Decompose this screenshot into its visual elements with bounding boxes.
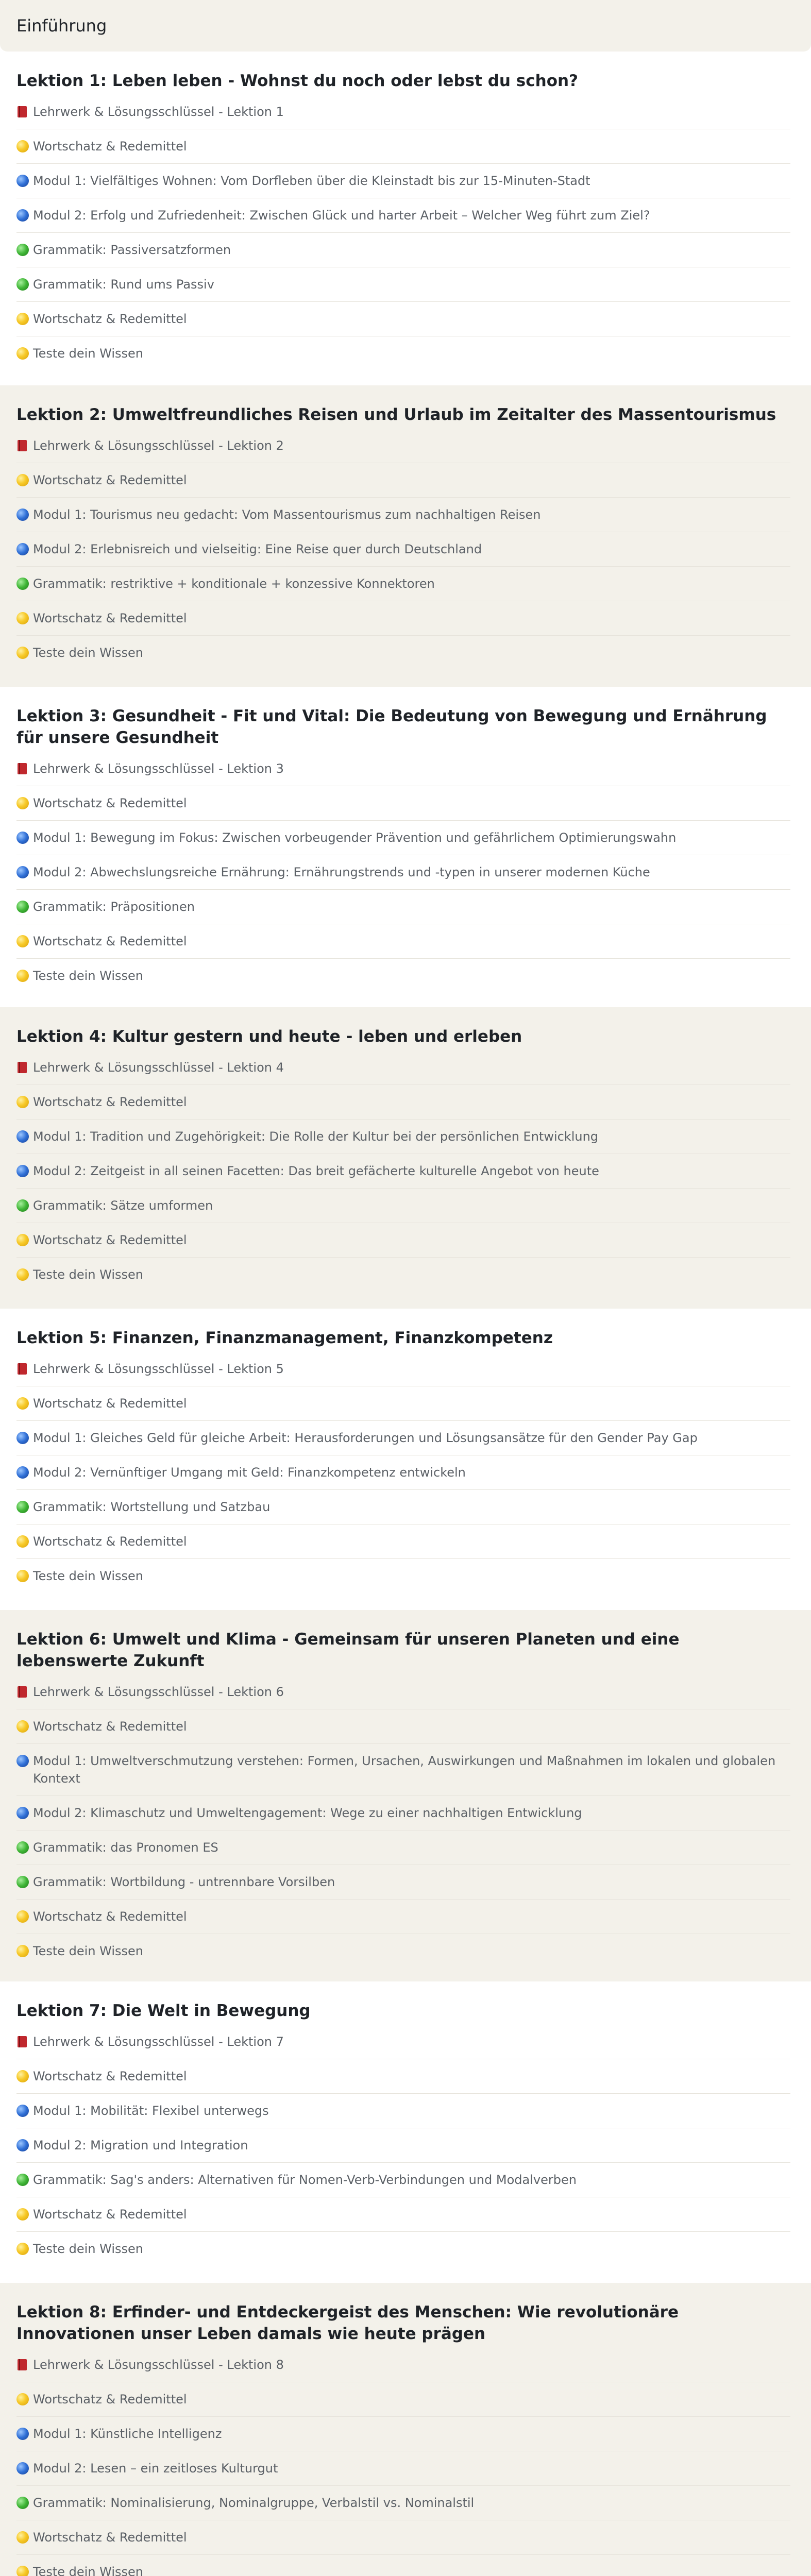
green-circle-icon bbox=[16, 278, 29, 291]
lesson-section-5 bbox=[0, 1309, 811, 1610]
green-circle-icon bbox=[16, 2174, 29, 2186]
book-icon bbox=[16, 2359, 29, 2371]
lesson-title[interactable]: Lektion 3: Gesundheit - Fit und Vital: Die Bedeutung von Bewegung und Ernährung für unsere Gesundheit bbox=[16, 707, 767, 747]
yellow-circle-icon bbox=[16, 1096, 29, 1108]
lesson-item-label: Wortschatz & Redemittel bbox=[33, 796, 187, 810]
lesson-item-label: Teste dein Wissen bbox=[33, 2565, 144, 2576]
blue-circle-icon bbox=[16, 509, 29, 521]
lesson-item-label: Teste dein Wissen bbox=[33, 346, 144, 361]
lesson-item[interactable] bbox=[16, 1120, 790, 1154]
book-icon bbox=[16, 2036, 29, 2048]
lesson-item[interactable] bbox=[16, 1831, 790, 1865]
lesson-section-8 bbox=[0, 2283, 811, 2576]
lesson-item[interactable] bbox=[16, 1223, 790, 1258]
lesson-item[interactable] bbox=[16, 2520, 790, 2555]
lesson-item-label: Wortschatz & Redemittel bbox=[33, 1095, 187, 1109]
lesson-item-label: Lehrwerk & Lösungsschlüssel - Lektion 2 bbox=[33, 438, 284, 453]
lesson-item-label: Wortschatz & Redemittel bbox=[33, 1534, 187, 1549]
lesson-item-label: Grammatik: das Pronomen ES bbox=[33, 1840, 218, 1855]
lesson-item[interactable] bbox=[16, 267, 790, 302]
lesson-item[interactable] bbox=[16, 601, 790, 636]
intro-section[interactable] bbox=[0, 0, 811, 52]
blue-circle-icon bbox=[16, 1807, 29, 1819]
blue-circle-icon bbox=[16, 2428, 29, 2440]
lesson-title[interactable]: Lektion 5: Finanzen, Finanzmanagement, Finanzkompetenz bbox=[16, 1329, 553, 1347]
lesson-item[interactable] bbox=[16, 1559, 790, 1593]
yellow-circle-icon bbox=[16, 140, 29, 152]
lesson-item[interactable] bbox=[16, 1352, 790, 1386]
lesson-item[interactable] bbox=[16, 2163, 790, 2197]
lesson-item[interactable] bbox=[16, 2555, 790, 2576]
green-circle-icon bbox=[16, 1199, 29, 1212]
lesson-item-label: Wortschatz & Redemittel bbox=[33, 934, 187, 948]
lesson-item[interactable] bbox=[16, 1865, 790, 1900]
lesson-item[interactable] bbox=[16, 959, 790, 993]
lesson-item-label: Grammatik: Sag's anders: Alternativen für Nomen-Verb-Verbindungen und Modalverben bbox=[33, 2173, 577, 2187]
lesson-item[interactable] bbox=[16, 821, 790, 855]
lesson-item[interactable] bbox=[16, 429, 790, 463]
lesson-item[interactable] bbox=[16, 924, 790, 959]
lesson-item-label: Modul 1: Künstliche Intelligenz bbox=[33, 2427, 222, 2441]
lesson-title[interactable]: Lektion 2: Umweltfreundliches Reisen und Urlaub im Zeitalter des Massentourismus bbox=[16, 405, 776, 424]
lesson-title[interactable]: Lektion 6: Umwelt und Klima - Gemeinsam für unseren Planeten und eine lebenswerte Zukunft bbox=[16, 1630, 680, 1670]
lesson-item-label: Lehrwerk & Lösungsschlüssel - Lektion 7 bbox=[33, 2035, 284, 2049]
lesson-item[interactable] bbox=[16, 1675, 790, 1709]
lesson-item[interactable] bbox=[16, 2382, 790, 2417]
yellow-circle-icon bbox=[16, 1570, 29, 1582]
lesson-item[interactable] bbox=[16, 855, 790, 890]
lesson-item[interactable] bbox=[16, 1258, 790, 1292]
lesson-item-label: Wortschatz & Redemittel bbox=[33, 1396, 187, 1411]
book-icon bbox=[16, 1061, 29, 1074]
green-circle-icon bbox=[16, 244, 29, 256]
yellow-circle-icon bbox=[16, 2208, 29, 2221]
lesson-item[interactable] bbox=[16, 1154, 790, 1189]
lesson-item[interactable] bbox=[16, 2128, 790, 2163]
lesson-item-label: Modul 2: Erlebnisreich und vielseitig: Eine Reise quer durch Deutschland bbox=[33, 542, 482, 556]
lesson-item[interactable] bbox=[16, 198, 790, 233]
lesson-item[interactable] bbox=[16, 164, 790, 198]
lesson-item-label: Grammatik: Präpositionen bbox=[33, 900, 195, 914]
lesson-item-label: Modul 1: Vielfältiges Wohnen: Vom Dorfleben über die Kleinstadt bis zur 15-Minuten-Stadt bbox=[33, 174, 590, 188]
lesson-item-label: Modul 2: Lesen – ein zeitloses Kulturgut bbox=[33, 2461, 278, 2476]
yellow-circle-icon bbox=[16, 313, 29, 325]
lesson-item-label: Grammatik: Rund ums Passiv bbox=[33, 277, 214, 292]
lesson-item[interactable] bbox=[16, 1796, 790, 1831]
yellow-circle-icon bbox=[16, 1720, 29, 1733]
lesson-item[interactable] bbox=[16, 890, 790, 924]
yellow-circle-icon bbox=[16, 935, 29, 947]
blue-circle-icon bbox=[16, 1466, 29, 1479]
lesson-item[interactable] bbox=[16, 2025, 790, 2059]
lesson-title[interactable]: Lektion 4: Kultur gestern und heute - leben und erleben bbox=[16, 1027, 522, 1046]
lesson-item-label: Wortschatz & Redemittel bbox=[33, 473, 187, 487]
blue-circle-icon bbox=[16, 209, 29, 222]
yellow-circle-icon bbox=[16, 474, 29, 486]
lesson-item-label: Lehrwerk & Lösungsschlüssel - Lektion 6 bbox=[33, 1685, 284, 1699]
lesson-item[interactable] bbox=[16, 1421, 790, 1455]
lesson-item-label: Grammatik: Wortstellung und Satzbau bbox=[33, 1500, 271, 1514]
lesson-item[interactable] bbox=[16, 463, 790, 498]
lesson-item[interactable] bbox=[16, 752, 790, 786]
blue-circle-icon bbox=[16, 175, 29, 187]
blue-circle-icon bbox=[16, 1130, 29, 1143]
lesson-section-1 bbox=[0, 52, 811, 385]
lesson-section-4 bbox=[0, 1007, 811, 1309]
blue-circle-icon bbox=[16, 1165, 29, 1177]
lesson-item[interactable] bbox=[16, 532, 790, 567]
yellow-circle-icon bbox=[16, 647, 29, 659]
blue-circle-icon bbox=[16, 1755, 29, 1767]
lesson-item-label: Lehrwerk & Lösungsschlüssel - Lektion 3 bbox=[33, 761, 284, 776]
lesson-item-label: Wortschatz & Redemittel bbox=[33, 611, 187, 625]
lesson-section-6 bbox=[0, 1610, 811, 1981]
intro-title[interactable]: Einführung bbox=[16, 16, 107, 36]
lesson-item-label: Modul 2: Klimaschutz und Umweltengagement: Wege zu einer nachhaltigen Entwicklung bbox=[33, 1806, 582, 1820]
lesson-title[interactable]: Lektion 8: Erfinder- und Entdeckergeist des Menschen: Wie revolutionäre Innovationen unser Leben damals wie heute prägen bbox=[16, 2303, 679, 2343]
blue-circle-icon bbox=[16, 2105, 29, 2117]
lesson-item[interactable] bbox=[16, 2348, 790, 2382]
lesson-item[interactable] bbox=[16, 302, 790, 336]
yellow-circle-icon bbox=[16, 1234, 29, 1246]
lesson-item-label: Modul 1: Gleiches Geld für gleiche Arbeit: Herausforderungen und Lösungsansätze für den Gender Pay Gap bbox=[33, 1431, 698, 1445]
lesson-item-label: Grammatik: Nominalisierung, Nominalgruppe, Verbalstil vs. Nominalstil bbox=[33, 2496, 475, 2510]
lesson-item[interactable] bbox=[16, 636, 790, 670]
lesson-item-label: Lehrwerk & Lösungsschlüssel - Lektion 4 bbox=[33, 1060, 284, 1075]
yellow-circle-icon bbox=[16, 2393, 29, 2405]
lesson-item-label: Wortschatz & Redemittel bbox=[33, 2392, 187, 2406]
lesson-item-label: Lehrwerk & Lösungsschlüssel - Lektion 5 bbox=[33, 1362, 284, 1376]
lesson-item-label: Modul 2: Zeitgeist in all seinen Facetten: Das breit gefächerte kulturelle Angebot von heute bbox=[33, 1164, 599, 1178]
green-circle-icon bbox=[16, 1841, 29, 1854]
lesson-item[interactable] bbox=[16, 1386, 790, 1421]
blue-circle-icon bbox=[16, 832, 29, 844]
lesson-item-label: Teste dein Wissen bbox=[33, 1944, 144, 1958]
lesson-item[interactable] bbox=[16, 129, 790, 164]
lesson-item[interactable] bbox=[16, 2451, 790, 2486]
lesson-item-label: Teste dein Wissen bbox=[33, 646, 144, 660]
lesson-item[interactable] bbox=[16, 1189, 790, 1223]
yellow-circle-icon bbox=[16, 1397, 29, 1410]
lesson-item-label: Modul 1: Mobilität: Flexibel unterwegs bbox=[33, 2104, 269, 2118]
lesson-item-label: Wortschatz & Redemittel bbox=[33, 2207, 187, 2222]
yellow-circle-icon bbox=[16, 347, 29, 360]
yellow-circle-icon bbox=[16, 1910, 29, 1923]
lesson-item[interactable] bbox=[16, 1455, 790, 1490]
lesson-item[interactable] bbox=[16, 233, 790, 267]
lesson-item-label: Modul 2: Vernünftiger Umgang mit Geld: Finanzkompetenz entwickeln bbox=[33, 1465, 466, 1480]
book-icon bbox=[16, 439, 29, 452]
yellow-circle-icon bbox=[16, 797, 29, 809]
lesson-item[interactable] bbox=[16, 2197, 790, 2232]
lesson-item-label: Wortschatz & Redemittel bbox=[33, 1233, 187, 1247]
book-icon bbox=[16, 106, 29, 118]
lesson-item[interactable] bbox=[16, 1709, 790, 1744]
lesson-item[interactable] bbox=[16, 1085, 790, 1120]
lesson-item-label: Modul 1: Umweltverschmutzung verstehen: Formen, Ursachen, Auswirkungen und Maßnahmen im lokalen und globalen Kontext bbox=[33, 1754, 776, 1786]
lesson-item-label: Wortschatz & Redemittel bbox=[33, 139, 187, 154]
lesson-item-label: Teste dein Wissen bbox=[33, 2242, 144, 2256]
lesson-item[interactable] bbox=[16, 786, 790, 821]
lesson-section-3 bbox=[0, 687, 811, 1007]
lesson-item[interactable] bbox=[16, 567, 790, 601]
book-icon bbox=[16, 762, 29, 775]
blue-circle-icon bbox=[16, 866, 29, 878]
lesson-item-label: Lehrwerk & Lösungsschlüssel - Lektion 8 bbox=[33, 2358, 284, 2372]
blue-circle-icon bbox=[16, 2462, 29, 2475]
lesson-item[interactable] bbox=[16, 1900, 790, 1934]
lesson-item-label: Teste dein Wissen bbox=[33, 1267, 144, 1282]
lesson-item-label: Modul 1: Bewegung im Fokus: Zwischen vorbeugender Prävention und gefährlichem Optimierungswahn bbox=[33, 831, 677, 845]
lesson-item-label: Modul 2: Migration und Integration bbox=[33, 2138, 248, 2153]
yellow-circle-icon bbox=[16, 2070, 29, 2082]
lesson-item[interactable] bbox=[16, 498, 790, 532]
yellow-circle-icon bbox=[16, 2243, 29, 2255]
lesson-item-label: Grammatik: restriktive + konditionale + konzessive Konnektoren bbox=[33, 577, 435, 591]
lesson-title[interactable]: Lektion 7: Die Welt in Bewegung bbox=[16, 2002, 311, 2020]
lesson-item-label: Modul 2: Erfolg und Zufriedenheit: Zwischen Glück und harter Arbeit – Welcher Weg führt zum Ziel? bbox=[33, 208, 650, 223]
lesson-item-label: Wortschatz & Redemittel bbox=[33, 2530, 187, 2545]
lesson-item-label: Wortschatz & Redemittel bbox=[33, 2069, 187, 2083]
lesson-item[interactable] bbox=[16, 1050, 790, 1085]
blue-circle-icon bbox=[16, 1432, 29, 1444]
yellow-circle-icon bbox=[16, 1945, 29, 1957]
lesson-item[interactable] bbox=[16, 336, 790, 370]
green-circle-icon bbox=[16, 578, 29, 590]
yellow-circle-icon bbox=[16, 970, 29, 982]
lesson-item[interactable] bbox=[16, 2486, 790, 2520]
lesson-item-label: Grammatik: Passiversatzformen bbox=[33, 243, 231, 257]
lesson-item-label: Grammatik: Sätze umformen bbox=[33, 1198, 213, 1213]
lesson-item-label: Lehrwerk & Lösungsschlüssel - Lektion 1 bbox=[33, 105, 284, 119]
lesson-item[interactable] bbox=[16, 95, 790, 129]
green-circle-icon bbox=[16, 2497, 29, 2509]
blue-circle-icon bbox=[16, 2139, 29, 2151]
lesson-item[interactable] bbox=[16, 2417, 790, 2451]
lesson-item[interactable] bbox=[16, 1934, 790, 1968]
yellow-circle-icon bbox=[16, 2531, 29, 2544]
lesson-item-label: Modul 1: Tradition und Zugehörigkeit: Die Rolle der Kultur bei der persönlichen Entwicklung bbox=[33, 1129, 599, 1144]
yellow-circle-icon bbox=[16, 1535, 29, 1548]
lesson-section-7 bbox=[0, 1981, 811, 2283]
lesson-item[interactable] bbox=[16, 1524, 790, 1559]
lesson-item-label: Teste dein Wissen bbox=[33, 1569, 144, 1583]
lesson-item-label: Modul 1: Tourismus neu gedacht: Vom Massentourismus zum nachhaltigen Reisen bbox=[33, 507, 541, 522]
lesson-item[interactable] bbox=[16, 1744, 790, 1796]
yellow-circle-icon bbox=[16, 2566, 29, 2576]
lesson-section-2 bbox=[0, 385, 811, 687]
lesson-item-label: Teste dein Wissen bbox=[33, 969, 144, 983]
green-circle-icon bbox=[16, 1876, 29, 1888]
blue-circle-icon bbox=[16, 543, 29, 555]
lesson-item-label: Grammatik: Wortbildung - untrennbare Vorsilben bbox=[33, 1875, 335, 1889]
lesson-title[interactable]: Lektion 1: Leben leben - Wohnst du noch oder lebst du schon? bbox=[16, 72, 579, 90]
lesson-item-label: Wortschatz & Redemittel bbox=[33, 1909, 187, 1924]
lesson-item[interactable] bbox=[16, 1490, 790, 1524]
book-icon bbox=[16, 1686, 29, 1698]
green-circle-icon bbox=[16, 1501, 29, 1513]
yellow-circle-icon bbox=[16, 612, 29, 624]
book-icon bbox=[16, 1363, 29, 1375]
lesson-item[interactable] bbox=[16, 2094, 790, 2128]
lesson-item-label: Wortschatz & Redemittel bbox=[33, 312, 187, 326]
yellow-circle-icon bbox=[16, 1268, 29, 1281]
lesson-item-label: Modul 2: Abwechslungsreiche Ernährung: Ernährungstrends und -typen in unserer modernen Küche bbox=[33, 865, 650, 879]
lesson-item[interactable] bbox=[16, 2232, 790, 2266]
lesson-item[interactable] bbox=[16, 2059, 790, 2094]
green-circle-icon bbox=[16, 901, 29, 913]
lesson-item-label: Wortschatz & Redemittel bbox=[33, 1719, 187, 1734]
